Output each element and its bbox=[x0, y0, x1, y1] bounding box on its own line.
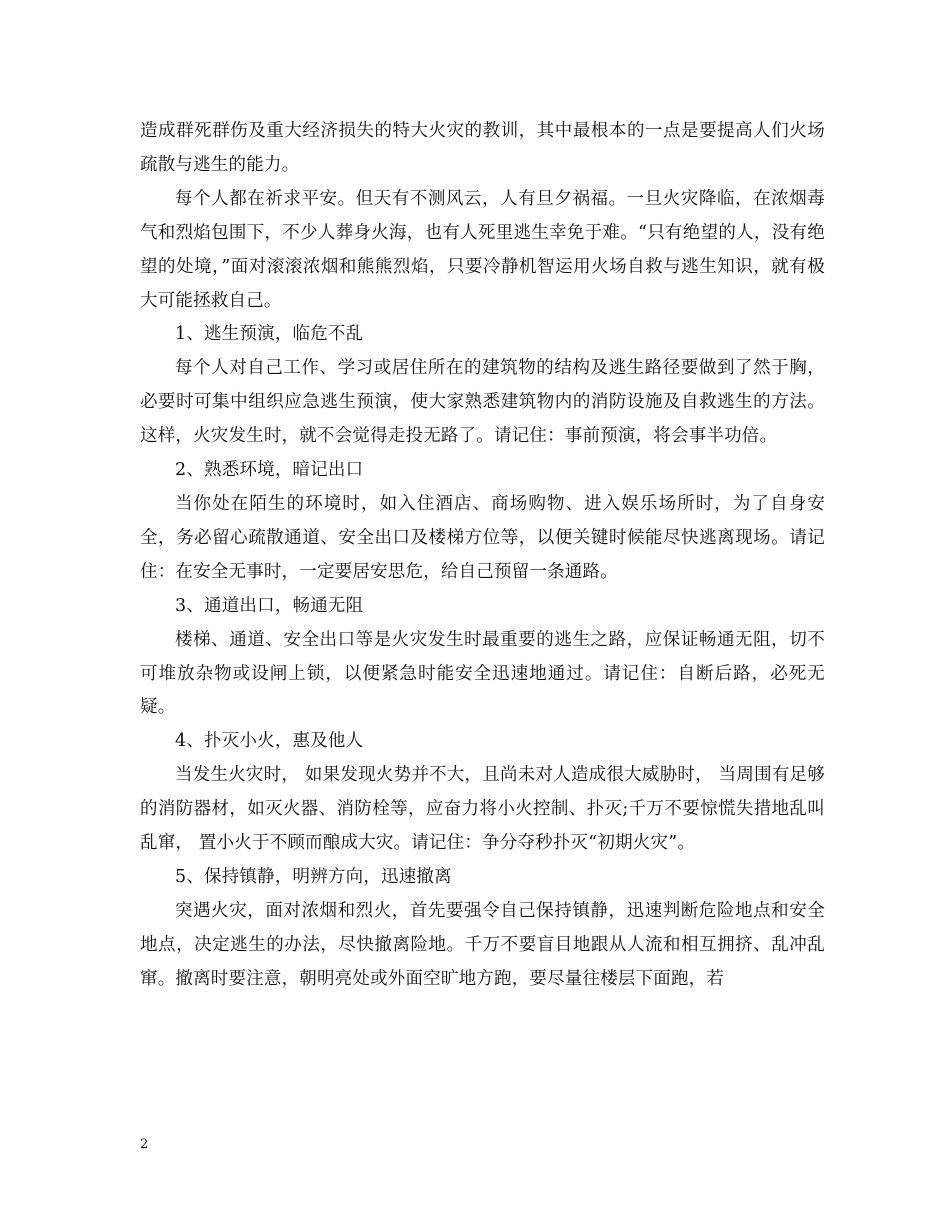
document-body bbox=[140, 115, 825, 997]
paragraph-body: 突遇火灾，面对浓烟和烈火，首先要强令自己保持镇静，迅速判断危险地点和安全地点，决定逃生的办法，尽快撤离险地。千万不要盲目地跟从人流和相互拥挤、乱冲乱窜。撤离时要注意，朝明亮处或外面空旷地方跑，要尽量往楼层下面跑，若 bbox=[140, 900, 825, 989]
paragraph-body: 每个人都在祈求平安。但天有不测风云，人有旦夕祸福。一旦火灾降临，在浓烟毒气和烈焰包围下，不少人葬身火海，也有人死里逃生幸免于难。“只有绝望的人，没有绝望的处境，”面对滚滚浓烟和熊熊烈焰，只要冷静机智运用火场自救与逃生知识，就有极大可能拯救自己。 bbox=[140, 188, 825, 311]
section-heading: 4、扑灭小火，惠及他人 bbox=[175, 731, 364, 752]
paragraph-body: 每个人对自己工作、学习或居住所在的建筑物的结构及逃生路径要做到了然于胸，必要时可集中组织应急逃生预演，使大家熟悉建筑物内的消防设施及自救逃生的方法。这样，火灾发生时，就不会觉得走投无路了。请记住：事前预演，将会事半功倍。 bbox=[140, 358, 825, 447]
section-heading: 3、通道出口，畅通无阻 bbox=[175, 595, 364, 616]
page-number: 2 bbox=[140, 1137, 149, 1152]
paragraph-continuation: 造成群死群伤及重大经济损失的特大火灾的教训，其中最根本的一点是要提高人们火场疏散与逃生的能力。 bbox=[140, 121, 825, 175]
paragraph-body: 当你处在陌生的环境时，如入住酒店、商场购物、进入娱乐场所时，为了自身安全，务必留心疏散通道、安全出口及楼梯方位等，以便关键时候能尽快逃离现场。请记住：在安全无事时，一定要居安思危，给自己预留一条通路。 bbox=[140, 493, 825, 582]
section-heading: 5、保持镇静，明辨方向，迅速撤离 bbox=[175, 866, 452, 887]
section-heading: 1、逃生预演，临危不乱 bbox=[175, 324, 364, 345]
section-heading: 2、熟悉环境，暗记出口 bbox=[175, 460, 364, 481]
paragraph-body: 当发生火灾时， 如果发现火势并不大，且尚未对人造成很大威胁时， 当周围有足够的消防器材，如灭火器、消防栓等，应奋力将小火控制、扑灭;千万不要惊慌失措地乱叫乱窜， 置小火于不顾而酿成大灾。请记住：争分夺秒扑灭“初期火灾”。 bbox=[140, 765, 825, 854]
paragraph-body: 楼梯、通道、安全出口等是火灾发生时最重要的逃生之路，应保证畅通无阻，切不可堆放杂物或设闸上锁，以便紧急时能安全迅速地通过。请记住：自断后路，必死无疑。 bbox=[140, 629, 825, 718]
